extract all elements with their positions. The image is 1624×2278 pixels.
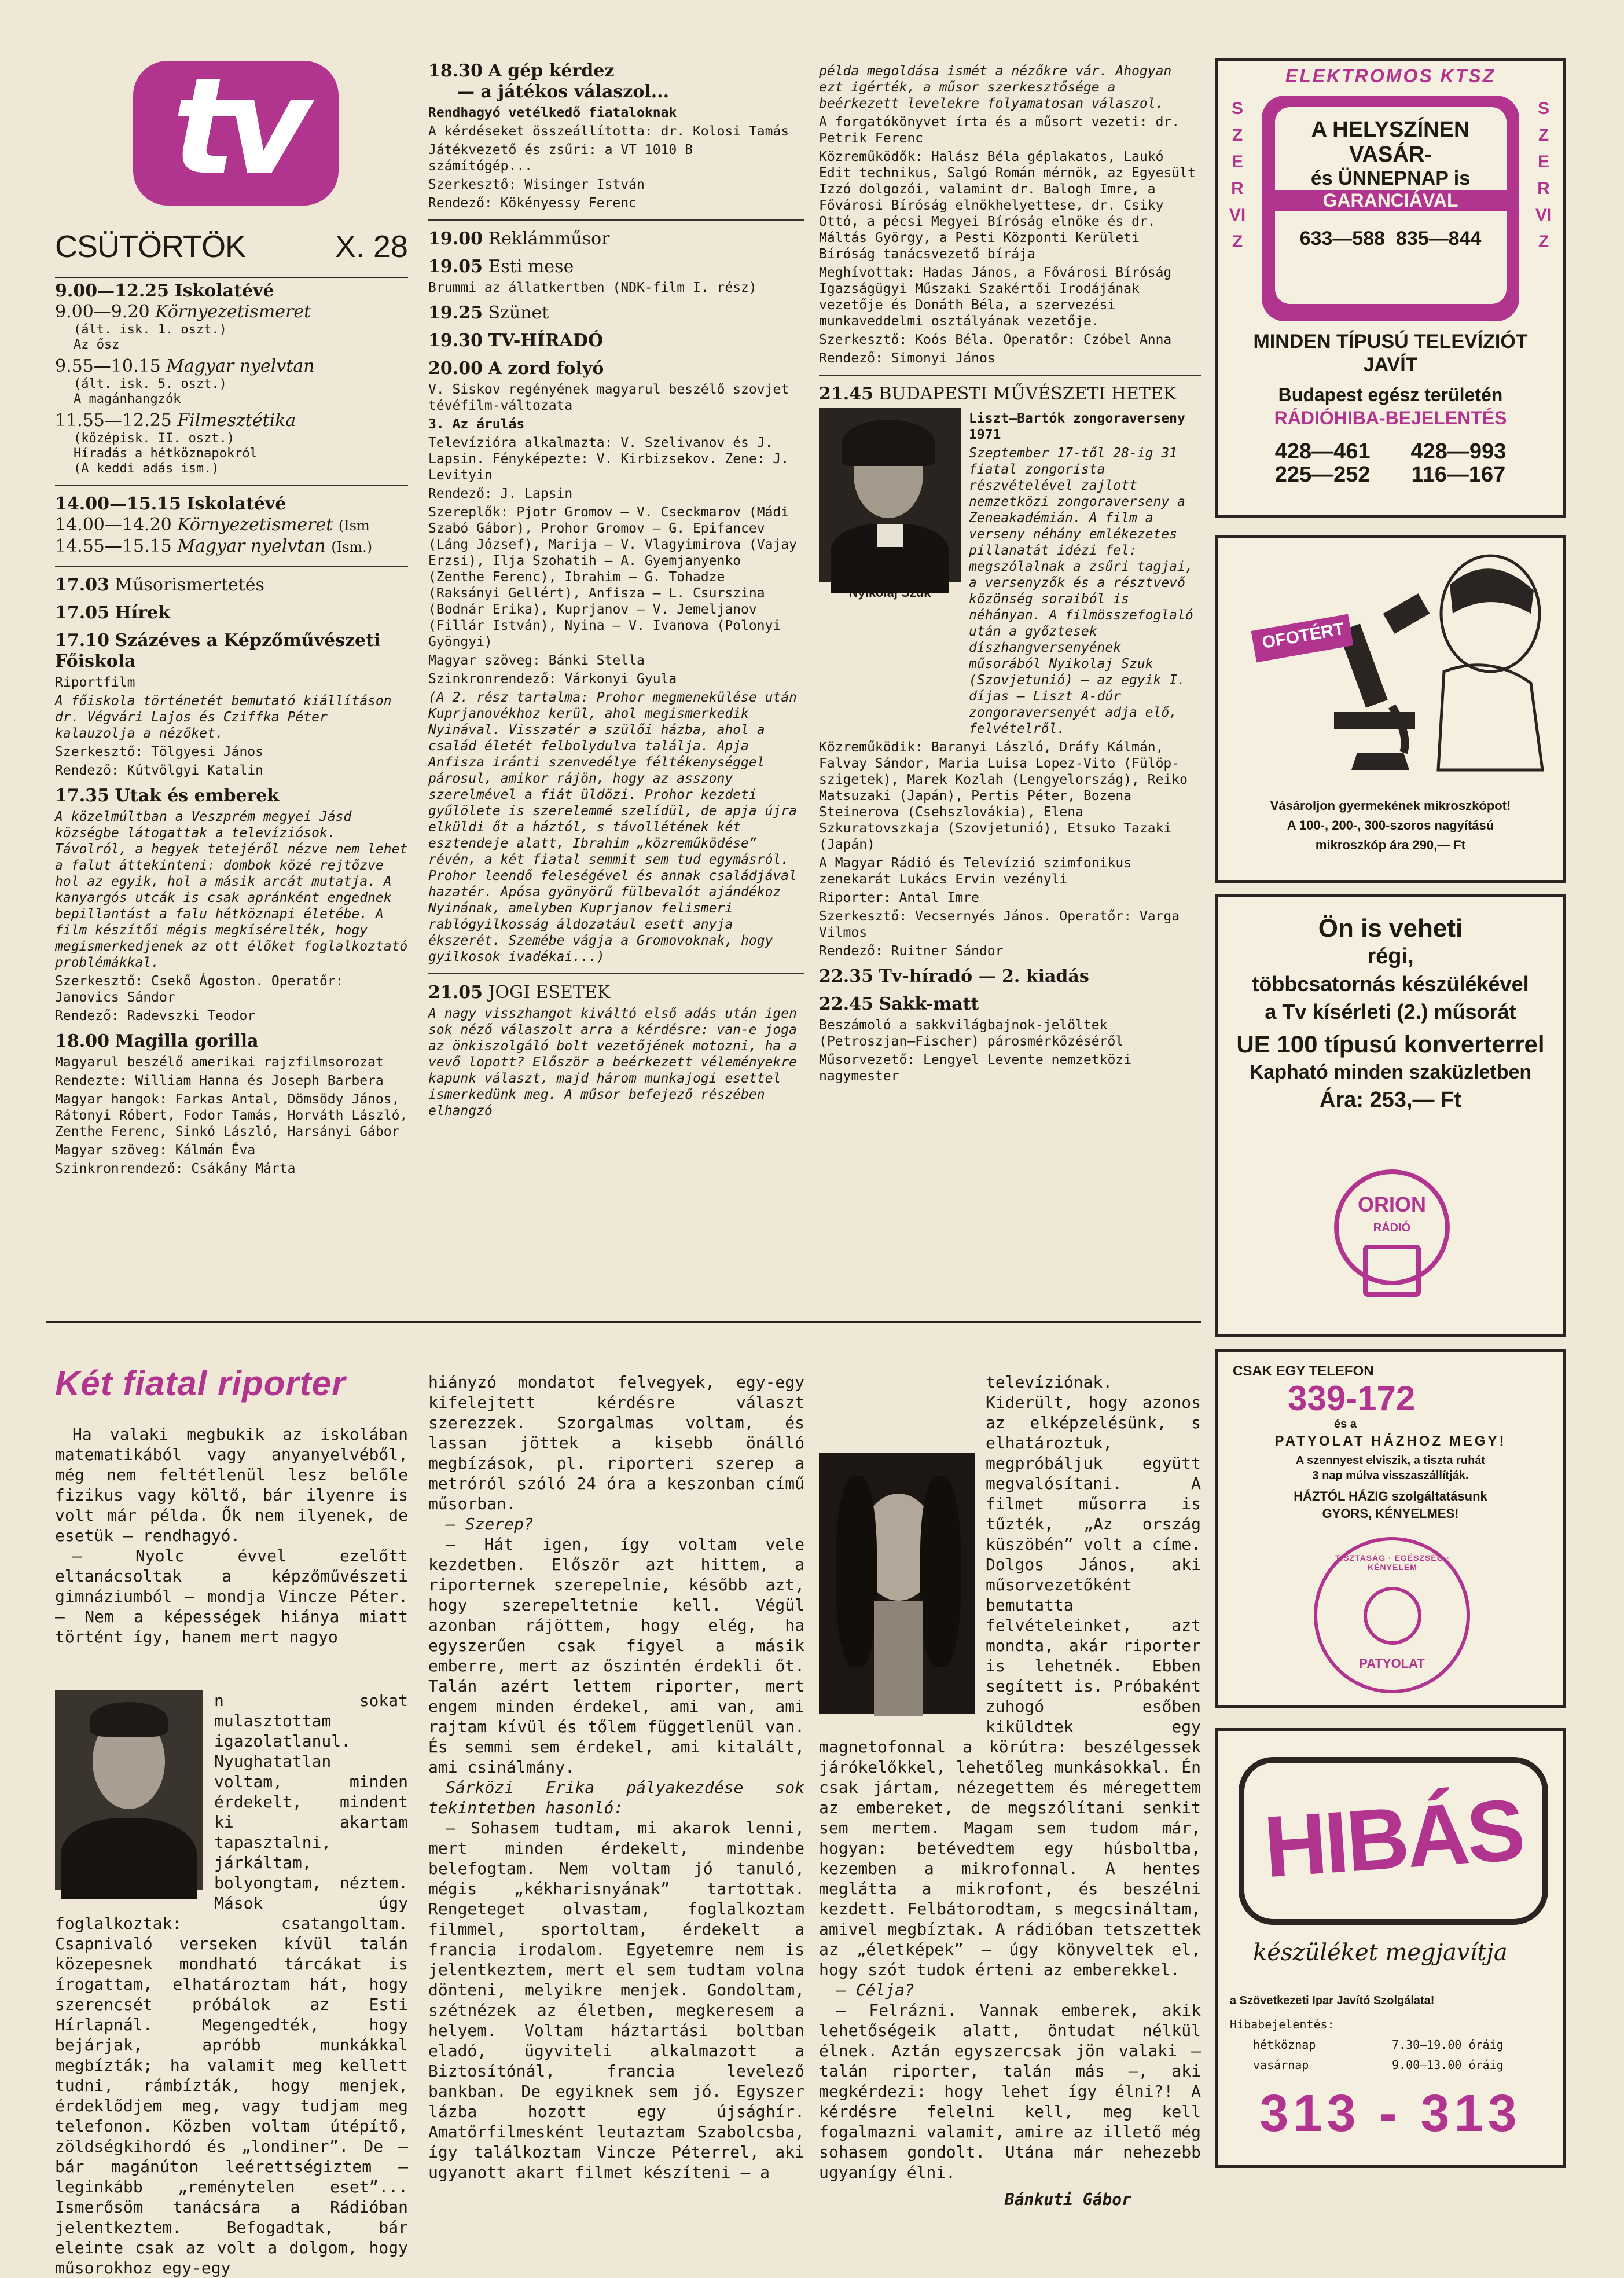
hibas-phone: 313 - 313 xyxy=(1259,2085,1522,2143)
day-header xyxy=(55,229,408,275)
program-column-1 xyxy=(55,281,408,1317)
article-col1-body xyxy=(55,1690,408,2277)
program-1830: 18.30 A gép kérdez — a játékos válaszol... Rendhagyó vetélkedő fiataloknak A kérdéseket összeállította: dr. Kolosi Tamás Játékvezető és zsűri: a VT 1010 B számítógép... Szerkesztő: Wisinger István Rendező: Kökényessy Ferenc xyxy=(428,61,789,211)
program-2245: 22.45 Sakk-matt Beszámoló a sakkvilágbajnok-jelöltek (Petroszjan—Fischer) párosmérkőzéséről Műsorvezető: Lengyel Levente nemzetközi nagymester xyxy=(819,994,1132,1084)
program-1703: 17.03 Műsorismertetés xyxy=(55,575,264,595)
hibas-big-text: HIBÁS xyxy=(1261,1780,1526,1896)
pianist-photo xyxy=(819,408,961,582)
patyolat-seal: TISZTASÁG · EGÉSZSÉG · KÉNYELEM PATYOLAT xyxy=(1314,1537,1470,1693)
header-rule xyxy=(55,277,408,278)
article-author: Bánkuti Gábor xyxy=(1004,2190,1131,2209)
ad-patyolat: CSAK EGY TELEFON 339-172 és a PATYOLAT HÁZHOZ MEGY! A szennyest elviszik, a tiszta ruhát 3 nap múlva visszaszállítják. HÁZTÓL HÁZIG szolgáltatásunk GYORS, KÉNYELMES! TISZTASÁG · EGÉSZSÉG · KÉNYELEM PATYOLAT xyxy=(1215,1349,1566,1708)
program-iskolateve-1: 9.00—12.25 Iskolatévé 9.00—9.20 Környezetismeret (ált. isk. 1. oszt.) Az ősz 9.55—10.15 Magyar nyelvtan (ált. isk. 5. oszt.) A magánhangzók 11.55—12.25 Filmesztétika (középisk. II. oszt.) Híradás a hétköznapokról (A keddi adás ism.) xyxy=(55,281,315,476)
sarkozi-erika-photo xyxy=(819,1453,975,1714)
ad-elektromos-side-left: SZERVIZ xyxy=(1229,99,1246,251)
day-name: CSÜTÖRTÖK xyxy=(55,229,246,264)
article-col1-top: Ha valaki megbukik az iskolában matematikából vagy anyanyelvéből, még nem feltétlenül lesz belőle fizikus vagy költő, bár ilyenre is volt már példa. Ők nem ilyenek, de esetük — rendhagyó. — Nyolc évvel ezelőtt eltanácsoltak a képzőművészeti gimnáziumból — mondja Vincze Péter. — Nem a képességek hiánya miatt történt így, hanem mert nagyo xyxy=(55,1425,408,1646)
day-date: X. 28 xyxy=(335,229,408,264)
ofotert-brand: OFOTÉRT xyxy=(1261,619,1346,653)
ad-elektromos-top: ELEKTROMOS KTSZ xyxy=(1285,65,1496,86)
hibas-tv-frame xyxy=(1239,1757,1548,1925)
ad-orion-converter: Ön is veheti régi, többcsatornás készülékével a Tv kísérleti (2.) műsorát UE 100 típusú konverterrel Kapható minden szaküzletben Ára: 253,— Ft ORION RÁDIÓ xyxy=(1215,894,1566,1337)
program-2145: 21.45 BUDAPESTI MŰVÉSZETI HETEK Liszt—Bartók zongoraverseny 1971 Szeptember 17-től 28-ig 31 fiatal zongorista részvételével zajlott nemzetközi zongoraverseny a Zeneakadémián. A film a verseny néhány emlékezetes pillanatát idézi fel: megszólalnak a zsűri tagjai, a versenyzők és a résztvevő közönség soraiból is néhányan. A filmösszefoglaló után a győztesek díszhangversenyének műsorából Nyikolaj Szuk (Szovjetunió) — az egyik I. díjas — Liszt A-dúr zongoraversenyét adja elő, felvételről. Közreműködik: Baranyi László, Dráfy Kálmán, Falvay Sándor, Maria Luisa Lopez-Vito (Fülöp-szigetek), Marek Kozlah (Lengyelország), Reiko Matsuzaki (Japán), Pertis Péter, Bozena Steinerova (Csehszlovákia), Elena Szkuratovszkaja (Szovjetunió), Etsuko Tazaki (Japán) A Magyar Rádió és Televízió szimfonikus zenekarát Lukács Ervin vezényli Riporter: Antal Imre Szerkesztő: Vecsernyés János. Operatőr: Varga Vilmos Rendező: Ruitner Sándor xyxy=(819,384,1193,959)
program-1800: 18.00 Magilla gorilla Magyarul beszélő amerikai rajzfilmsorozat Rendezte: William Hanna és Joseph Barbera Magyar hangok: Farkas Antal, Dömsödy János, Rátonyi Róbert, Fodor Tamás, Horváth László, Zenthe Ferenc, Sinkó László, Harsányi Gábor Magyar szöveg: Kálmán Éva Szinkronrendező: Csákány Márta xyxy=(55,1031,408,1176)
ad-elektromos-pink-box: A HELYSZÍNEN VASÁR- és ÜNNEPNAP is GARANCIÁVAL 633—588 835—844 xyxy=(1262,96,1519,321)
orion-logo: ORION RÁDIÓ xyxy=(1334,1169,1450,1308)
article-col2: hiányzó mondatot felvegyek, egy-egy kifelejtett kérdésre választ szerezzek. Szorgalmas voltam, és lassan jöttek a kisebb önálló megbízások, pl. riporteri szerep a metróról szóló 24 óra a keszonban című műsorban. — Szerep? — Hát igen, így voltam vele kezdetben. Először azt hittem, a riporternek szerepelnie, később azt, hogy szerepeltetnie kell. Végül azonban rájöttem, hogy elég, ha egyszerűen csak figyel a másik emberre, mert az őszintén érdekli őt. Talán azért lettem riporter, mert engem minden érdekel, ami van, ami rajtam kívül és tőlem függetlenül van. És semmi sem érdekel, ami kitalált, ami csinálmány. Sárközi Erika pályakezdése sok tekintetben hasonló: — Sohasem tudtam, mi akarok lenni, mert minden érdekelt, mindenbe belefogtam. Nem voltam jó tanuló, mégis „kékharisnyának” tartottak. Rengeteget olvastam, foglalkoztam filmmel, sportoltam, érdekelt a francia irodalom. Egyetemre nem is jelentkeztem, mert el sem tudtam volna dönteni, melyikre menjek. Gondoltam, szétnézek az életben, megkeresem a helyem. Voltam háztartási boltban eladó, ügyviteli alkalmazott a Biztosítónál, francia levelező bankban. De egyiknek sem jó. Egyszer lázba hozott egy újsághír. Amatőrfilmesként leutaztam Szabolcsba, így találkoztam Vincze Péterrel, aki ugyanott akart filmet készíteni — a xyxy=(428,1373,804,2182)
program-2235: 22.35 Tv-híradó — 2. kiadás xyxy=(819,966,1089,986)
program-1735: 17.35 Utak és emberek A közelmúltban a Veszprém megyei Jásd községbe látogattak a televíziósok. Távolról, a hegyek tetejéről nézve nem lehet a falut áttekinteni: dombok közé rejtőzve hol az egyik, hol a másik arcát mutatja. A kanyargós utcák is csak apránként engednek bepillantást a falu hétköznapi életébe. A film készítői mégis megkísérelték, hogy megismerkedjenek az ott élőket foglalkoztató problémákkal. Szerkesztő: Csekő Ágoston. Operatőr: Janovics Sándor Rendező: Radevszki Teodor xyxy=(55,786,408,1024)
jogi-esetek-continued: példa megoldása ismét a nézőkre vár. Ahogyan ezt igérték, a műsor szerkesztősége a beérkezett levelekre folyamatosan válaszol. xyxy=(819,64,1172,111)
program-1925: 19.25 Szünet xyxy=(428,303,549,323)
program-2000: 20.00 A zord folyó V. Siskov regényének magyarul beszélő szovjet tévéfilm-változata 3. Az árulás Televízióra alkalmazta: V. Szelivanov és J. Lapsin. Fényképezte: V. Kirbizsekov. Zene: J. Levityin Rendező: J. Lapsin Szereplők: Pjotr Gromov — V. Cseckmarov (Mádi Szabó Gábor), Prohor Gromov — G. Epifancev (Láng József), Marija — V. Vlagyimirova (Vajay Erzsi), Ilja Szohatih — A. Gyemjanyenko (Zenthe Ferenc), Ibrahim — G. Tohadze (Raksányi Gellért), Anfisza — L. Csurszina (Bodnár Erika), Kuprjanov — V. Jemeljanov (Fillár István), Nyina — V. Ivanova (Polonyi Gyöngyi) Magyar szöveg: Bánki Stella Szinkronrendező: Várkonyi Gyula (A 2. rész tartalma: Prohor megmenekülése után Kuprjanovékhoz kerül, ahol megismerkedik Nyinával. Visszatér a szülői házba, ahol a család életét felbolydulva találja. Apja Anfisza iránti szenvedélye féltékenységgel párosul, amikor rájön, hogy az asszony szerelmével a fiát üldözi. Prohor kezdeti gyűlölete is szerelemmé szelídül, de apja újra elküldi őt a háztól, s távollétének két esztendeje alatt, Ibrahim „közreműködése” révén, a két fiatal semmit sem tud egymásról. Prohor leendő feleségével és annak családjával hazatér. Apósa gyönyörű fülbevalót ajándékoz Nyinának, amelyben Kuprjanov felismeri rablógyilkosság áldozatául esett anyja ékszerét. Szemébe vágja a Gromovoknak, hogy gyilkosok ivadékai...) xyxy=(428,358,797,964)
article-col3: televíziónak. Kiderült, hogy azonos az elképzelésünk, s elhatároztuk, megpróbáljuk együtt megvalósítani. A filmet műsorra is tűzték, „Az ország küszöbén” volt a címe. Dolgos János, aki műsorvezetőként bemutatta felvételeinket, azt mondta, akár riporter is lehetnék. Ebben segített is. Próbaként zuhogó esőben kiküldtek egy magnetofonnal a körútra: beszélgessek járókelőkkel, lehetőleg munkásokkal. Én csak jártam, nézegettem és méregettem az embereket, de megszólítani senkit sem mertem. Magam sem tudom már, hogyan: betévedtem egy húsboltba, kezemben a mikrofonnal. A hentes meglátta a mikrofont, és beszélni kezdett. Felbátorodtam, s megcsináltam, amivel megbíztak. A rádióban tetszettek az „életképek” — úgy könyveltek el, hogy szót tudok érteni az emberekkel. — Célja? — Felrázni. Vannak emberek, akik lehetőségeik alatt, öntudat nélkül élnek. Aztán egyszercsak jön valaki — talán riporter, talán más —, aki megkérdezi: hogy lehet így élni?! A kérdésre felelni kell, meg kell fogalmazni valamit, amire az illető még sohasem gondolt. Utána már nehezebb ugyanígy élni. Bánkuti Gábor xyxy=(819,1373,1201,2209)
article-title: Két fiatal riporter xyxy=(55,1364,346,1403)
article-top-rule xyxy=(46,1321,1201,1323)
program-2105: 21.05 JOGI ESETEK A nagy visszhangot kiváltó első adás után igen sok néző válaszolt arra a kérdésre: van-e joga az önkiszolgáló bolt vezetőjének motozni, ha a vevő lopott? Először a beérkezett véleményekre kapunk választ, majd három munkajogi esettel ismerkedünk meg. A műsor befejező részében elhangzó xyxy=(428,982,797,1118)
article-col1-flow: n sokat mulasztottam igazolatlanul. Nyughatatlan voltam, minden érdekelt, mindent ki akartam tapasztalni, járkáltam, bolyongtam, néztem. Mások úgy foglalkoztak: csatangoltam. Csapnivaló verseken kívül talán közepesnek mondható tárcákat is írogattam, elhatároztam hát, hogy szerencsét próbálok az Esti Hírlapnál. Megengedték, hogy bejárjak, apróbb munkákkal megbízták; ha valamit meg kellett tudni, rámbízták, hogy menjek, érdeklődjem meg, vagy tudjam meg telefonon. Közben voltam útépítő, zöldségkihordó és „londiner”. De — bár magánúton leérettségiztem — leginkább „reménytelen eset”... Ismerősöm tanácsára a Rádióban jelentkeztem. Befogadtak, bár eleinte csak az volt a dolgom, hogy műsorokhoz egy-egy xyxy=(55,1691,408,2277)
ad-elektromos-side-right: SZERVIZ xyxy=(1535,99,1552,251)
ad-hibas: HIBÁS készüléket megjavítja a Szövetkezeti Ipar Javító Szolgálata! Hibabejelentés: hétköznap 7.30—19.00 óráig vasárnap 9.00—13.00 óráig 313 - 313 xyxy=(1215,1728,1566,2168)
program-1930: 19.30 TV-HÍRADÓ xyxy=(428,331,604,351)
ad-elektromos-ktsz: ELEKTROMOS KTSZ SZERVIZ SZERVIZ A HELYSZÍNEN VASÁR- és ÜNNEPNAP is GARANCIÁVAL 633—588 835—844 MINDEN TÍPUSÚ TELEVÍZIÓT JAVÍT Budapest egész területén RÁDIÓHIBA-BEJELENTÉS 428—461 225—252 428—993 116—167 xyxy=(1215,58,1566,518)
program-1900: 19.00 Reklámműsor xyxy=(428,229,610,249)
program-1705: 17.05 Hírek xyxy=(55,603,170,623)
program-column-2 xyxy=(428,61,804,1317)
program-column-3: példa megoldása ismét a nézőkre vár. Ahogyan ezt igérték, a műsor szerkesztősége a beérkezett levelekre folyamatosan válaszol. A forgatókönyvet írta és a műsort vezeti: dr. Petrik Ferenc Közreműködők: Halász Béla géplakatos, Laukó Edit technikus, Salgó Román mérnök, az Egyesült Izzó dolgozói, valamint dr. Balogh Imre, a Fővárosi Bíróság elnökhelyettese, dr. Csiky Ottó, a pécsi Megyei Bíróság elnöke és dr. Máltás György, a Pesti Központi Kerületi Bíróság tanácsvezető bírája Meghívottak: Hadas János, a Fővárosi Bíróság Igazságügyi Műszaki Szakértői Irodájának vezetője és Donáth Béla, a szervezési munkaveddelmi osztályának vezetője. Szerkesztő: Koós Béla. Operatőr: Czóbel Anna Rendező: Simonyi János 21.45 BUDAPESTI MŰVÉSZETI HETEK Liszt—Bartók zongoraverseny 1971 Szeptember 17-től 28-ig 31 fiatal zongorista részvételével zajlott nemzetközi zongoraverseny a Zeneakadémián. A film a verseny néhány emlékezetes pillanatát idézi fel: megszólalnak a zsűri tagjai, a versenyzők és a résztvevő közönség soraiból is néhányan. A filmösszefoglaló után a győztesek díszhangversenyének műsorából Nyikolaj Szuk (Szovjetunió) — az egyik I. díjas — Liszt A-dúr zongoraversenyét adja elő, felvételről. Közreműködik: Baranyi László, Dráfy Kálmán, Falvay Sándor, Maria Luisa Lopez-Vito (Fülöp-szigetek), Marek Kozlah (Lengyelország), Reiko Matsuzaki (Japán), Pertis Péter, Bozena Steinerova (Csehszlovákia), Elena Szkuratovszkaja (Szovjetunió), Etsuko Tazaki (Japán) A Magyar Rádió és Televízió szimfonikus zenekarát Lukács Ervin vezényli Riporter: Antal Imre Szerkesztő: Vecsernyés János. Operatőr: Varga Vilmos Rendező: Ruitner Sándor 22.35 Tv-híradó — 2. kiadás 22.45 Sakk-matt Beszámoló a sakkvilágbajnok-jelöltek (Petroszjan—Fischer) párosmérkőzéséről Műsorvezető: Lengyel Levente nemzetközi nagymester xyxy=(819,61,1201,1317)
program-1710: 17.10 Százéves a Képzőművészeti Főiskola Riportfilm A főiskola történetét bemutató kiállításon dr. Végvári Lajos és Cziffka Péter kalauzolja a nézőket. Szerkesztő: Tölgyesi János Rendező: Kútvölgyi Katalin xyxy=(55,630,392,778)
program-iskolateve-2: 14.00—15.15 Iskolatévé 14.00—14.20 Környezetismeret (Ism 14.55—15.15 Magyar nyelvtan (Ism.) xyxy=(55,494,373,556)
patyolat-phone: 339-172 xyxy=(1288,1379,1416,1418)
program-1905: 19.05 Esti mese Brummi az állatkertben (NDK-film I. rész) xyxy=(428,256,757,295)
hibas-script: készüléket megjavítja xyxy=(1253,1939,1508,1966)
microscope-illustration xyxy=(1218,538,1563,776)
tv-logo: tv xyxy=(133,61,339,206)
ad-ofotert: OFOTÉRT Vásároljon gyermekének mikroszkópot! A 100-, 200-, 300-szoros nagyítású mikroszkóp ára 290,— Ft xyxy=(1215,535,1566,883)
